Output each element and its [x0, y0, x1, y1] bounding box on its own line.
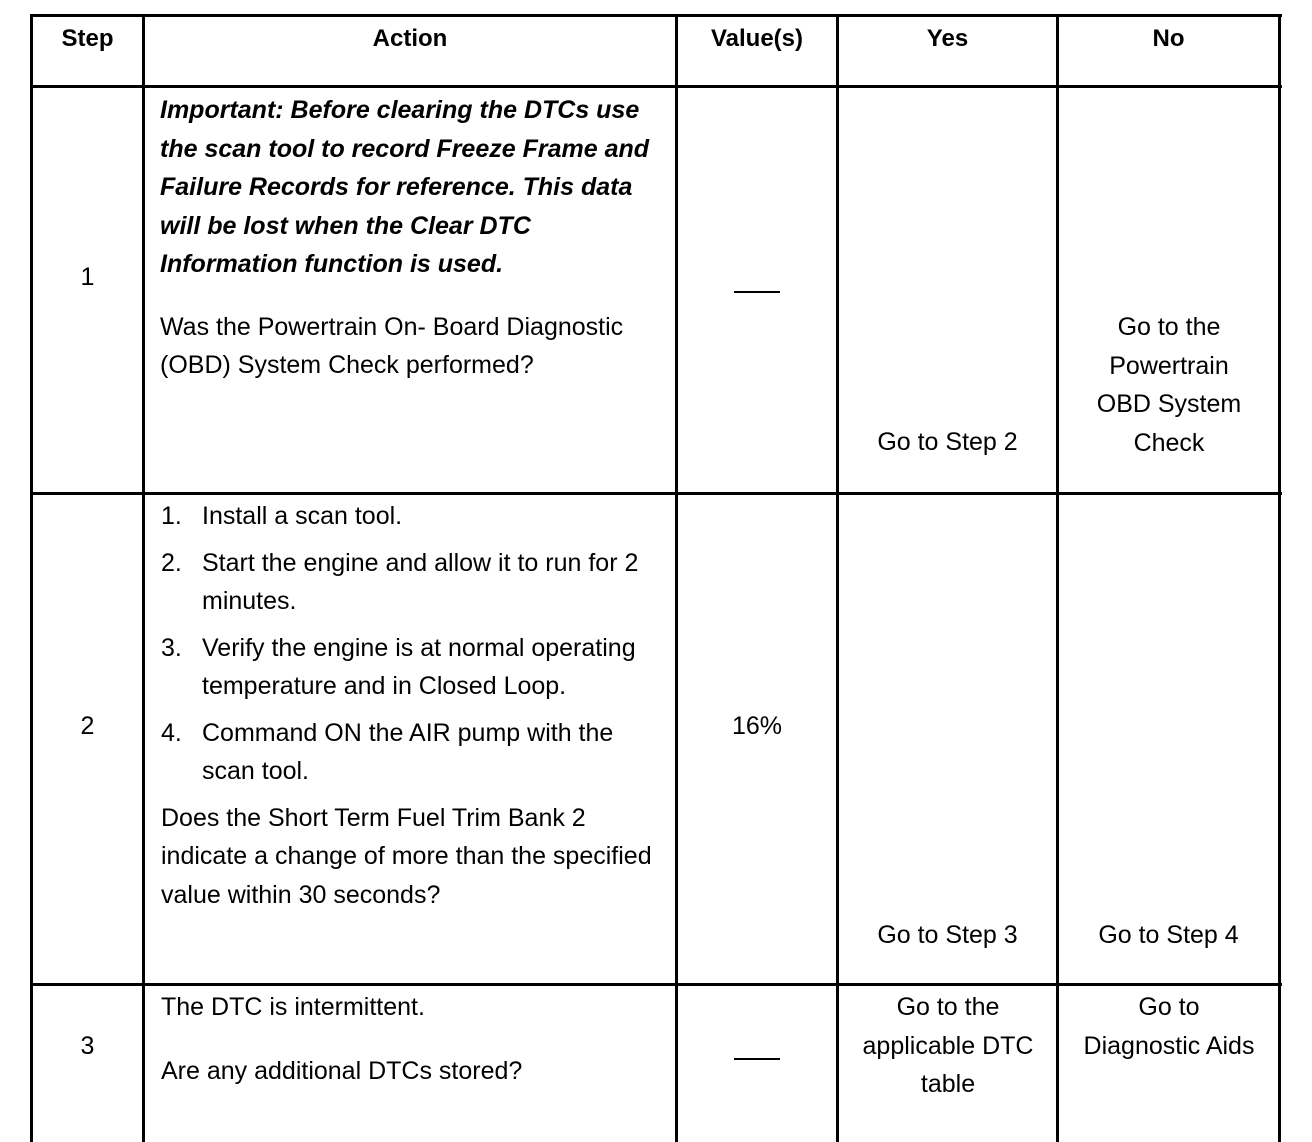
row1-bottom-border	[30, 492, 1282, 495]
row3-question: Are any additional DTCs stored?	[161, 1056, 523, 1085]
row2-value: 16%	[731, 712, 783, 740]
list-item: 3. Verify the engine is at normal operating temperature and in Closed Loop.	[161, 633, 636, 700]
header-bottom-border	[30, 85, 1282, 88]
list-item: 1. Install a scan tool.	[161, 502, 403, 530]
header-values: Value(s)	[710, 25, 804, 52]
row3-value	[678, 1039, 836, 1078]
table-top-border	[30, 14, 1282, 17]
row1-no: Go to the Powertrain OBD System Check	[1096, 313, 1242, 457]
row2-yes: Go to Step 3	[877, 921, 1018, 949]
col-divider-action	[675, 14, 678, 1142]
list-item: 2. Start the engine and allow it to run for 2 minutes.	[161, 548, 639, 615]
row1-yes: Go to Step 2	[877, 428, 1018, 456]
row3-yes: Go to the applicable DTC table	[862, 993, 1034, 1098]
row3-no: Go to Diagnostic Aids	[1083, 993, 1255, 1060]
col-divider-values	[836, 14, 839, 1142]
row3-action	[161, 988, 671, 1090]
row2-bottom-border	[30, 983, 1282, 986]
row2-question: Does the Short Term Fuel Trim Bank 2 indicate a change of more than the specified value within 30 seconds?	[161, 803, 652, 909]
row3-statement: The DTC is intermittent.	[161, 993, 425, 1021]
row1-value	[678, 272, 836, 311]
table-left-border	[30, 14, 33, 1142]
col-divider-yes	[1056, 14, 1059, 1142]
row3-value-dash	[734, 1058, 780, 1060]
row2-action	[161, 497, 671, 914]
row1-value-dash	[734, 291, 780, 293]
header-step: Step	[61, 25, 114, 52]
col-divider-step	[142, 14, 145, 1142]
row3-step: 3	[80, 1032, 95, 1060]
row2-no: Go to Step 4	[1098, 921, 1239, 949]
row1-question: Was the Powertrain On- Board Diagnostic (OBD) System Check performed?	[160, 312, 624, 379]
row1-action	[160, 91, 665, 385]
row2-step: 2	[80, 712, 95, 740]
row1-step: 1	[80, 263, 95, 291]
diagnostic-table	[30, 14, 1282, 1142]
table-right-border	[1278, 14, 1281, 1142]
header-no: No	[1152, 25, 1185, 52]
header-action: Action	[372, 25, 448, 52]
header-yes: Yes	[926, 25, 969, 52]
list-item: 4. Command ON the AIR pump with the scan tool.	[161, 718, 614, 785]
row1-important-note: Important: Before clearing the DTCs use the scan tool to record Freeze Frame and Failure Records for reference. This data will be lost when the Clear DTC Information function is used.	[160, 96, 650, 278]
